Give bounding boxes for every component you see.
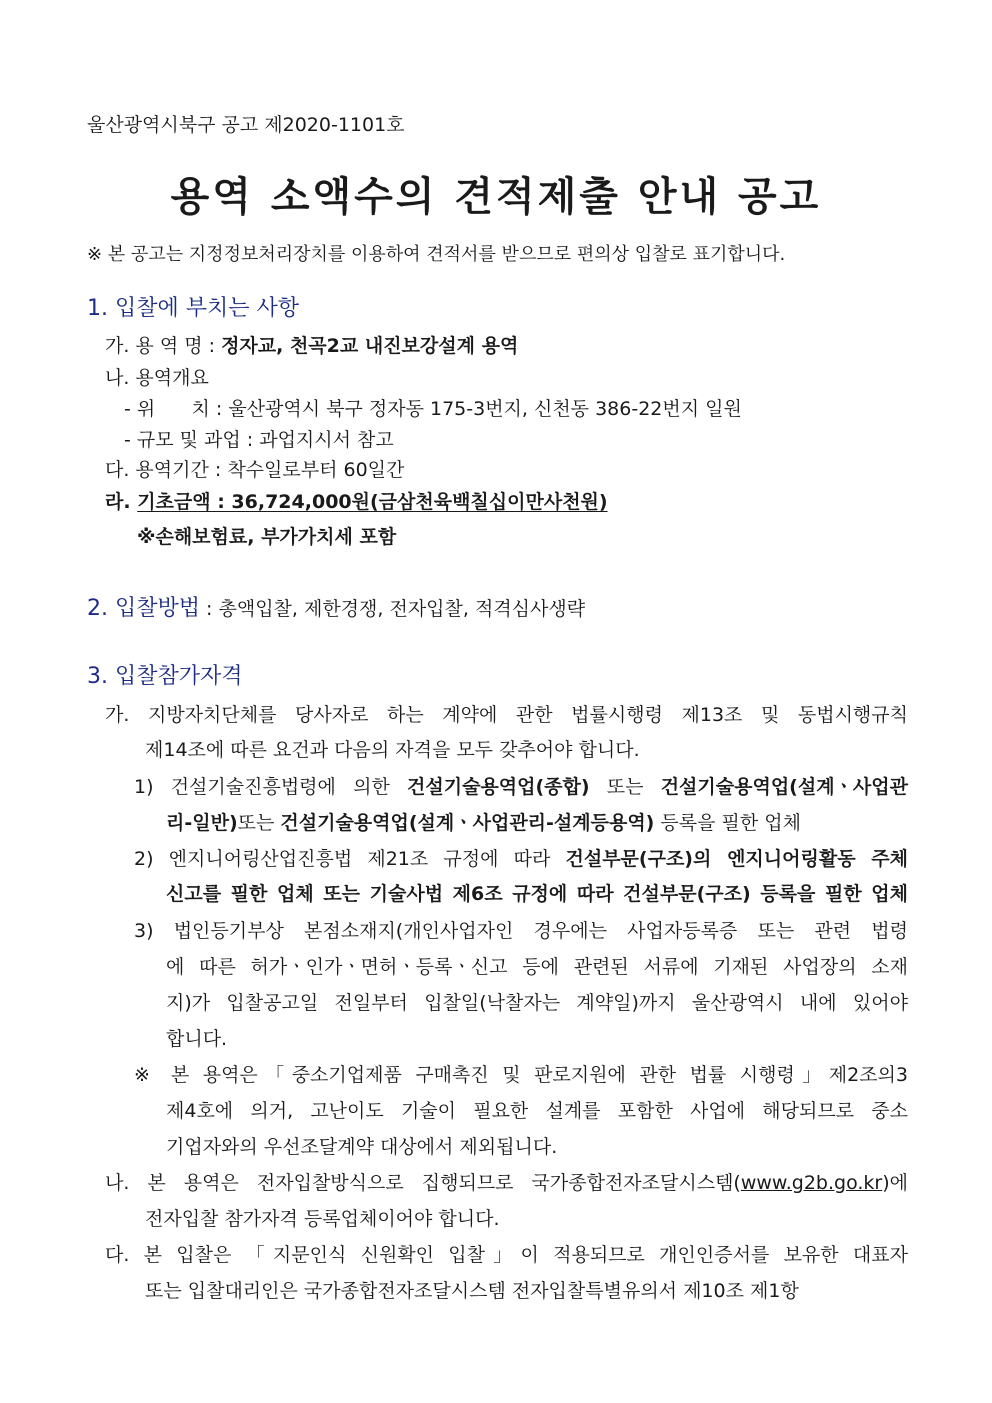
sme-note-line1: ※ 본 용역은「중소기업제품 구매촉진 및 판로지원에 관한 법률 시행령」제2조의3 bbox=[134, 1064, 908, 1086]
item1-l1-d: 건설기술용역업(설계ㆍ사업관 bbox=[660, 776, 908, 798]
item1-l1-c: 또는 bbox=[589, 776, 661, 798]
na-l1-c: )에 bbox=[882, 1172, 908, 1194]
notice-number: 울산광역시북구 공고 제2020-1101호 bbox=[87, 114, 405, 136]
item1-l1-a: 1) 건설기술진흥법령에 의한 bbox=[134, 776, 408, 798]
intro-note: ※ 본 공고는 지정정보처리장치를 이용하여 견적서를 받으므로 편의상 입찰로 표기합니다. bbox=[87, 244, 786, 265]
service-name-value: 정자교, 천곡2교 내진보강설계 용역 bbox=[221, 335, 519, 357]
section2-row bbox=[87, 596, 585, 622]
section3-na-line1 bbox=[105, 1170, 908, 1196]
item1-line2 bbox=[166, 810, 801, 836]
na-l1-a: 나. 본 용역은 전자입찰방식으로 집행되므로 국가종합전자조달시스템( bbox=[105, 1172, 741, 1194]
section3-da-line2: 또는 입찰대리인은 국가종합전자조달시스템 전자입찰특별유의서 제10조 제1항 bbox=[145, 1280, 799, 1302]
item3-line3: 지)가 입찰공고일 전일부터 입찰일(낙찰자는 계약일)까지 울산광역시 내에 있어야 bbox=[166, 992, 908, 1014]
item1-line1 bbox=[134, 774, 908, 800]
section3-da-line1: 다. 본 입찰은 「지문인식 신원확인 입찰」이 적용되므로 개인인증서를 보유한 대표자 bbox=[105, 1244, 908, 1266]
sme-note-line3: 기업자와의 우선조달계약 대상에서 제외됩니다. bbox=[166, 1136, 558, 1158]
base-price-prefix: 라. bbox=[105, 491, 138, 513]
item1-l2-b: 또는 bbox=[237, 812, 281, 834]
section1-heading: 1. 입찰에 부치는 사항 bbox=[87, 296, 299, 321]
section3-ga-line2: 제14조에 따른 요건과 다음의 자격을 모두 갖추어야 합니다. bbox=[145, 739, 640, 761]
item2-line1 bbox=[134, 846, 908, 872]
section2-content: : 총액입찰, 제한경쟁, 전자입찰, 적격심사생략 bbox=[200, 598, 586, 620]
sme-note-line2: 제4호에 의거, 고난이도 기술이 필요한 설계를 포함한 사업에 해당되므로 중소 bbox=[166, 1100, 908, 1122]
section2-heading: 2. 입찰방법 bbox=[87, 596, 200, 621]
item1-l2-d: 등록을 필한 업체 bbox=[654, 812, 801, 834]
page-title: 용역 소액수의 견적제출 안내 공고 bbox=[170, 174, 822, 220]
overview-label: 나. 용역개요 bbox=[105, 367, 209, 389]
item2-line2: 신고를 필한 업체 또는 기술사법 제6조 규정에 따라 건설부문(구조) 등록을 필한 업체 bbox=[166, 883, 908, 905]
item1-l1-b: 건설기술용역업(종합) bbox=[407, 776, 590, 798]
base-price-note: ※손해보험료, 부가가치세 포함 bbox=[137, 526, 397, 548]
item2-l1-b: 건설부문(구조)의 엔지니어링활동 주체 bbox=[565, 848, 908, 870]
location-line: - 위 치 : 울산광역시 북구 정자동 175-3번지, 신천동 386-22번지 일원 bbox=[124, 398, 742, 420]
item1-l2-a: 리-일반) bbox=[166, 812, 238, 834]
service-name-row bbox=[105, 333, 518, 359]
item3-line2: 에 따른 허가ㆍ인가ㆍ면허ㆍ등록ㆍ신고 등에 관련된 서류에 기재된 사업장의 소재 bbox=[166, 956, 908, 978]
item3-line4: 합니다. bbox=[166, 1028, 228, 1050]
item3-line1: 3) 법인등기부상 본점소재지(개인사업자인 경우에는 사업자등록증 또는 관련 법령 bbox=[134, 920, 908, 942]
g2b-link[interactable]: www.g2b.go.kr bbox=[740, 1172, 883, 1194]
scale-line: - 규모 및 과업 : 과업지시서 참고 bbox=[124, 429, 394, 451]
base-price: 기초금액 : 36,724,000원(금삼천육백칠십이만사천원) bbox=[137, 491, 608, 513]
base-price-row bbox=[105, 489, 608, 515]
item1-l2-c: 건설기술용역업(설계ㆍ사업관리-설계등용역) bbox=[280, 812, 655, 834]
section3-ga-line1: 가. 지방자치단체를 당사자로 하는 계약에 관한 법률시행령 제13조 및 동법시행규칙 bbox=[105, 704, 908, 726]
section3-na-line2: 전자입찰 참가자격 등록업체이어야 합니다. bbox=[145, 1208, 500, 1230]
service-name-label: 가. 용 역 명 : bbox=[105, 335, 222, 357]
period-line: 다. 용역기간 : 착수일로부터 60일간 bbox=[105, 459, 405, 481]
item2-l1-a: 2) 엔지니어링산업진흥법 제21조 규정에 따라 bbox=[134, 848, 566, 870]
section3-heading: 3. 입찰참가자격 bbox=[87, 664, 243, 689]
